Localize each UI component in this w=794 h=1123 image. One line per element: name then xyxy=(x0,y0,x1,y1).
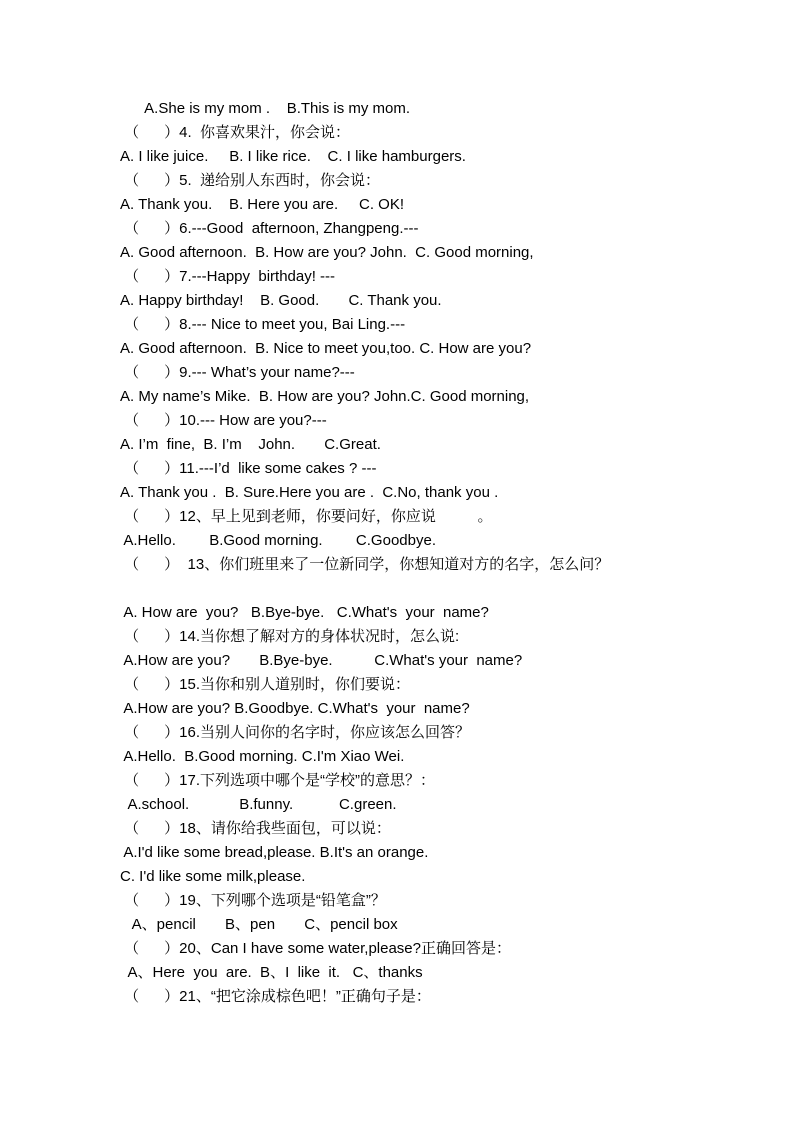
options-line: A.Hello. B.Good morning. C.I'm Xiao Wei. xyxy=(120,748,405,765)
options-line: A. Good afternoon. B. How are you? John. C. Good morning, xyxy=(120,244,534,261)
question-line: （ ）9.--- What’s your name?--- xyxy=(120,364,355,381)
options-line: A. I’m fine, B. I’m John. C.Great. xyxy=(120,436,381,453)
question-line: （ ）17.下列选项中哪个是“学校”的意思？： xyxy=(120,772,436,789)
question-line: （ ）4. 你喜欢果汁，你会说： xyxy=(120,124,351,141)
options-line: A、pencil B、pen C、pencil box xyxy=(120,916,398,933)
question-line: （ ）16.当别人问你的名字时，你应该怎么回答？ xyxy=(120,724,471,741)
question-line: （ ）21、“把它涂成棕色吧！”正确句子是： xyxy=(120,988,431,1005)
question-line: （ ） 13、你们班里来了一位新同学，你想知道对方的名字，怎么问？ xyxy=(120,556,610,573)
question-line: （ ）18、请你给我些面包，可以说： xyxy=(120,820,391,837)
options-line: A. My name’s Mike. B. How are you? John.C. Good morning, xyxy=(120,388,530,405)
options-line: A.How are you? B.Goodbye. C.What's your name? xyxy=(120,700,470,717)
question-line: （ ）15.当你和别人道别时，你们要说： xyxy=(120,676,411,693)
question-line: （ ）6.---Good afternoon, Zhangpeng.--- xyxy=(120,220,419,237)
options-line: A. Thank you . B. Sure.Here you are . C.No, thank you . xyxy=(120,484,499,501)
question-line: （ ）8.--- Nice to meet you, Bai Ling.--- xyxy=(120,316,406,333)
options-line: C. I'd like some milk,please. xyxy=(120,868,306,885)
options-line: A. Good afternoon. B. Nice to meet you,too. C. How are you? xyxy=(120,340,532,357)
question-line: （ ）7.---Happy birthday! --- xyxy=(120,268,336,285)
question-line: （ ）14.当你想了解对方的身体状况时，怎么说: xyxy=(120,628,460,645)
options-line: A. Thank you. B. Here you are. C. OK! xyxy=(120,196,405,213)
question-line: （ ）20、Can I have some water,please?正确回答是： xyxy=(120,940,511,957)
options-line: A.How are you? B.Bye-bye. C.What's your name? xyxy=(120,652,523,669)
question-line: （ ）10.--- How are you?--- xyxy=(120,412,327,429)
question-line: （ ）11.---I’d like some cakes ? --- xyxy=(120,460,377,477)
options-line: A、Here you are. B、I like it. C、thanks xyxy=(120,964,423,981)
text-line: A.She is my mom . B.This is my mom. xyxy=(120,100,411,117)
options-line: A. I like juice. B. I like rice. C. I like hamburgers. xyxy=(120,148,466,165)
options-line: A. How are you? B.Bye-bye. C.What's your name? xyxy=(120,604,489,621)
options-line: A.I'd like some bread,please. B.It's an orange. xyxy=(120,844,429,861)
options-line: A. Happy birthday! B. Good. C. Thank you. xyxy=(120,292,442,309)
options-line: A.school. B.funny. C.green. xyxy=(120,796,397,813)
question-line: （ ）5. 递给别人东西时，你会说： xyxy=(120,172,381,189)
question-line: （ ）19、下列哪个选项是“铅笔盒”？ xyxy=(120,892,386,909)
options-line: A.Hello. B.Good morning. C.Goodbye. xyxy=(120,532,436,549)
question-line: （ ）12、早上见到老师，你要问好，你应说 。 xyxy=(120,508,493,525)
